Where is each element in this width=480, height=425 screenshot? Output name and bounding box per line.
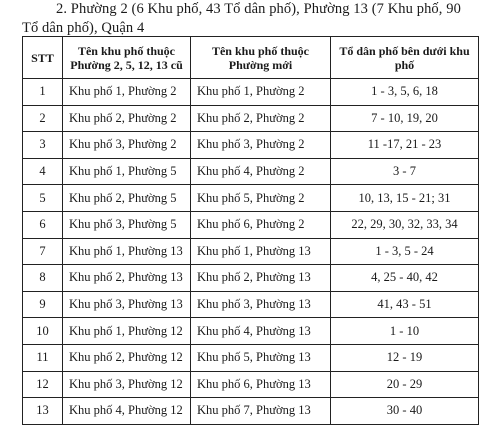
mapping-table: [22, 36, 479, 425]
row-old-quarter: Khu phố 2, Phường 2: [63, 105, 191, 132]
row-stt: 7: [23, 238, 63, 265]
row-stt: 13: [23, 398, 63, 425]
row-stt: 5: [23, 185, 63, 212]
row-old-quarter: Khu phố 2, Phường 5: [63, 185, 191, 212]
row-stt: 3: [23, 132, 63, 159]
row-old-quarter: Khu phố 3, Phường 13: [63, 291, 191, 318]
row-old-quarter: Khu phố 1, Phường 12: [63, 318, 191, 345]
table-row: [23, 185, 479, 212]
row-old-quarter: Khu phố 1, Phường 2: [63, 79, 191, 106]
row-residential-groups: 10, 13, 15 - 21; 31: [331, 185, 479, 212]
row-stt: 11: [23, 344, 63, 371]
row-old-quarter: Khu phố 3, Phường 12: [63, 371, 191, 398]
row-new-quarter: Khu phố 3, Phường 2: [191, 132, 331, 159]
row-stt: 8: [23, 265, 63, 292]
table-row: [23, 79, 479, 106]
row-old-quarter: Khu phố 1, Phường 5: [63, 158, 191, 185]
table-header-row: [23, 37, 479, 79]
row-residential-groups: 1 - 3, 5, 6, 18: [331, 79, 479, 106]
row-new-quarter: Khu phố 6, Phường 13: [191, 371, 331, 398]
row-old-quarter: Khu phố 4, Phường 12: [63, 398, 191, 425]
row-residential-groups: 7 - 10, 19, 20: [331, 105, 479, 132]
cut-off-footer-text: [200, 405, 290, 409]
table-row: [23, 371, 479, 398]
intro-paragraph: 2. Phường 2 (6 Khu phố, 43 Tổ dân phố), Phường 13 (7 Khu phố, 90 Tổ dân phố), Quận 4: [22, 1, 461, 36]
row-residential-groups: 3 - 7: [331, 158, 479, 185]
row-new-quarter: Khu phố 7, Phường 13: [191, 398, 331, 425]
table-row: [23, 238, 479, 265]
table-row: [23, 344, 479, 371]
row-stt: 2: [23, 105, 63, 132]
row-residential-groups: 1 - 3, 5 - 24: [331, 238, 479, 265]
row-new-quarter: Khu phố 3, Phường 13: [191, 291, 331, 318]
row-residential-groups: 11 -17, 21 - 23: [331, 132, 479, 159]
row-stt: 4: [23, 158, 63, 185]
table-row: [23, 291, 479, 318]
header-new-quarter: Tên khu phố thuộc Phường mới: [191, 37, 331, 79]
table-row: [23, 158, 479, 185]
row-stt: 1: [23, 79, 63, 106]
row-new-quarter: Khu phố 5, Phường 13: [191, 344, 331, 371]
row-residential-groups: 22, 29, 30, 32, 33, 34: [331, 211, 479, 238]
table-row: [23, 318, 479, 345]
row-new-quarter: Khu phố 6, Phường 2: [191, 211, 331, 238]
row-stt: 9: [23, 291, 63, 318]
header-residential-groups: Tổ dân phố bên dưới khu phố: [331, 37, 479, 79]
table-row: [23, 132, 479, 159]
row-residential-groups: 20 - 29: [331, 371, 479, 398]
row-new-quarter: Khu phố 4, Phường 13: [191, 318, 331, 345]
table-row: [23, 105, 479, 132]
table-row: [23, 265, 479, 292]
row-old-quarter: Khu phố 3, Phường 2: [63, 132, 191, 159]
row-stt: 6: [23, 211, 63, 238]
row-new-quarter: Khu phố 4, Phường 2: [191, 158, 331, 185]
row-residential-groups: 41, 43 - 51: [331, 291, 479, 318]
row-residential-groups: 12 - 19: [331, 344, 479, 371]
row-new-quarter: Khu phố 2, Phường 13: [191, 265, 331, 292]
row-residential-groups: 4, 25 - 40, 42: [331, 265, 479, 292]
row-new-quarter: Khu phố 1, Phường 13: [191, 238, 331, 265]
header-stt: STT: [23, 37, 63, 79]
row-old-quarter: Khu phố 2, Phường 13: [63, 265, 191, 292]
row-residential-groups: 1 - 10: [331, 318, 479, 345]
row-old-quarter: Khu phố 2, Phường 12: [63, 344, 191, 371]
header-old-quarter: Tên khu phố thuộc Phường 2, 5, 12, 13 cũ: [63, 37, 191, 79]
row-new-quarter: Khu phố 2, Phường 2: [191, 105, 331, 132]
row-old-quarter: Khu phố 3, Phường 5: [63, 211, 191, 238]
row-old-quarter: Khu phố 1, Phường 13: [63, 238, 191, 265]
row-stt: 12: [23, 371, 63, 398]
table-row: [23, 211, 479, 238]
row-residential-groups: 30 - 40: [331, 398, 479, 425]
row-new-quarter: Khu phố 5, Phường 2: [191, 185, 331, 212]
row-stt: 10: [23, 318, 63, 345]
row-new-quarter: Khu phố 1, Phường 2: [191, 79, 331, 106]
